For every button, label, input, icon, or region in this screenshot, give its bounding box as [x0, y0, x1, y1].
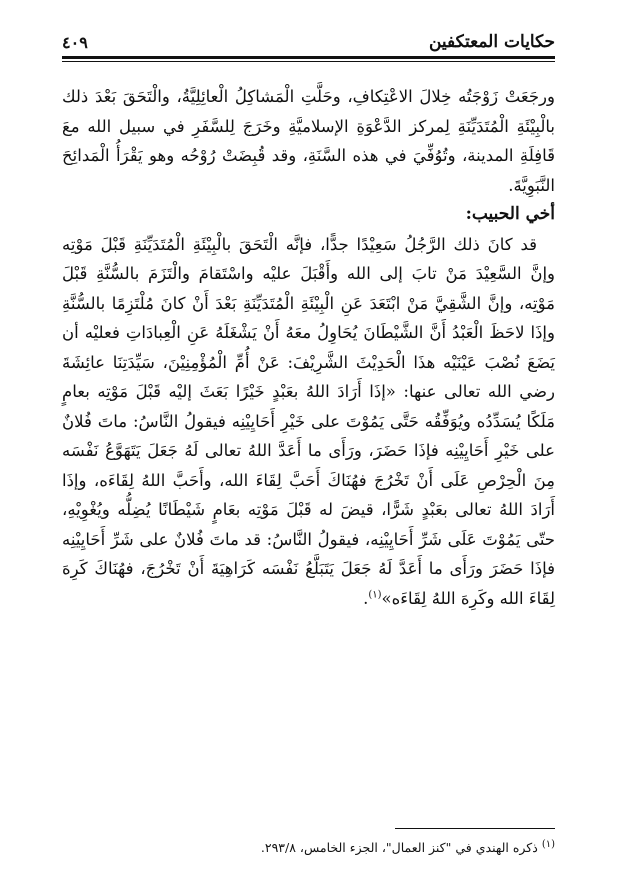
footnote-text: ذكره الهندي في "كنز العمال"، الجزء الخامس، ٢٩٣/٨.	[260, 840, 538, 855]
book-title: حكايات المعتكفين	[428, 32, 555, 52]
footnote-rule	[395, 828, 555, 829]
paragraph-1: ورجَعَتْ زَوْجَتُه خِلالَ الاعْتِكافِ، وحَلَّتِ الْمَشاكِلُ الْعائِلِيَّةُ، والْتَحَقَ بَعْدَ ذلك بالْبِيْئَةِ الْمُتَدَيِّنَةِ لِمركز الدَّعْوَةِ الإسلاميَّةِ وخَرَجَ لِلسَّفَرِ في سبيل الله معَ قَافِلَةِ المدينة، وتُوُفِّيَ في هذه السَّنَةِ، وقد قُبِضَتْ رُوْحُه وهو يَقْرَأُ الْمَدائِحَ النَّبَوِيَّةَ.	[62, 87, 555, 195]
body-text	[62, 82, 555, 613]
footnote-reference[interactable]: (١)	[368, 589, 382, 600]
footnote-marker: (١)	[541, 838, 555, 850]
paragraph-2-end: .	[363, 588, 369, 608]
header-rule	[62, 56, 555, 62]
subheading: أخي الحبيب:	[465, 204, 555, 224]
running-header	[62, 26, 555, 52]
page-number: ٤٠٩	[62, 33, 88, 52]
paragraph-2-text: قد كانَ ذلك الرَّجُلُ سَعِيْدًا جدًّا، فإنَّه الْتَحَقَ بالْبِيْئَةِ الْمُتَدَيِّنَةِ قَبْلَ مَوْتِه وإنَّ السَّعِيْدَ مَنْ تابَ إلى الله وأَقْبَلَ عليْه واسْتَقامَ والْتَزَمَ بالسُّنَّةِ قَبْلَ مَوْتِه، وإنَّ الشَّقِيَّ مَنْ ابْتَعَدَ عَنِ الْبِيْئَةِ الْمُتَدَيِّنَةِ بَعْدَ أَنْ كانَ مُلْتَزِمًا بالسُّنَّةِ وإذَا لاحَظَ الْعَبْدُ أَنَّ الشَّيْطَانَ يُحَاوِلُ معَهُ أَنْ يَشْغَلَهُ عَنِ الْعِبادَاتِ فعليْه أن يَضَعَ نُصْبَ عَيْنَيْه هذَا الْحَدِيْثَ الشَّرِيْفَ: عَنْ أُمِّ الْمُؤْمِنِيْنَ، سَيِّدَتِنَا عائِشَةَ رضي الله تعالى عنها: «إذَا أَرَادَ اللهُ بعَبْدٍ خَيْرًا بَعَثَ إليْه قَبْلَ مَوْتِه بعامٍ مَلَكًا يُسَدِّدُه ويُوَفِّقُه حَتَّى يَمُوْتَ على خَيْرِ أَحَايِيْنِه فيقولُ النَّاسُ: ماتَ فُلانٌ على خَيْرِ أَحَايِيْنِه فإذَا حَضَرَ، ورَأَى ما أَعَدَّ اللهُ تعالى لَهُ جَعَلَ يَتَهَوَّعُ نَفْسَه مِنَ الْحِرْصِ عَلَى أَنْ تَخْرُجَ فهُنَاكَ أَحَبَّ لِقَاءَ الله، وأَحَبَّ اللهُ لِقَاءَه، وإذَا أَرَادَ اللهُ تعالى بعَبْدٍ شَرًّا، قيضَ له قَبْلَ مَوْتِه بعَامٍ شَيْطَانًا يُضِلُّه ويُغْوِيْهِ، حتّى يَمُوْتَ عَلَى شَرِّ أَحَايِيْنِه، فيقولُ النَّاسُ: قد ماتَ فُلانٌ على شَرِّ أَحَايِيْنِه فإذَا حَضَرَ ورَأَى ما أَعَدَّ لَهُ جَعَلَ يَتَبَلَّعُ نَفْسَه كَرَاهِيَةَ أَنْ تَخْرُجَ، فهُنَاكَ كَرِهَ لِقَاءَ الله وكَرِهَ اللهُ لِقَاءَه»	[62, 234, 555, 608]
paragraph-2	[62, 230, 555, 614]
footnote	[62, 838, 555, 858]
